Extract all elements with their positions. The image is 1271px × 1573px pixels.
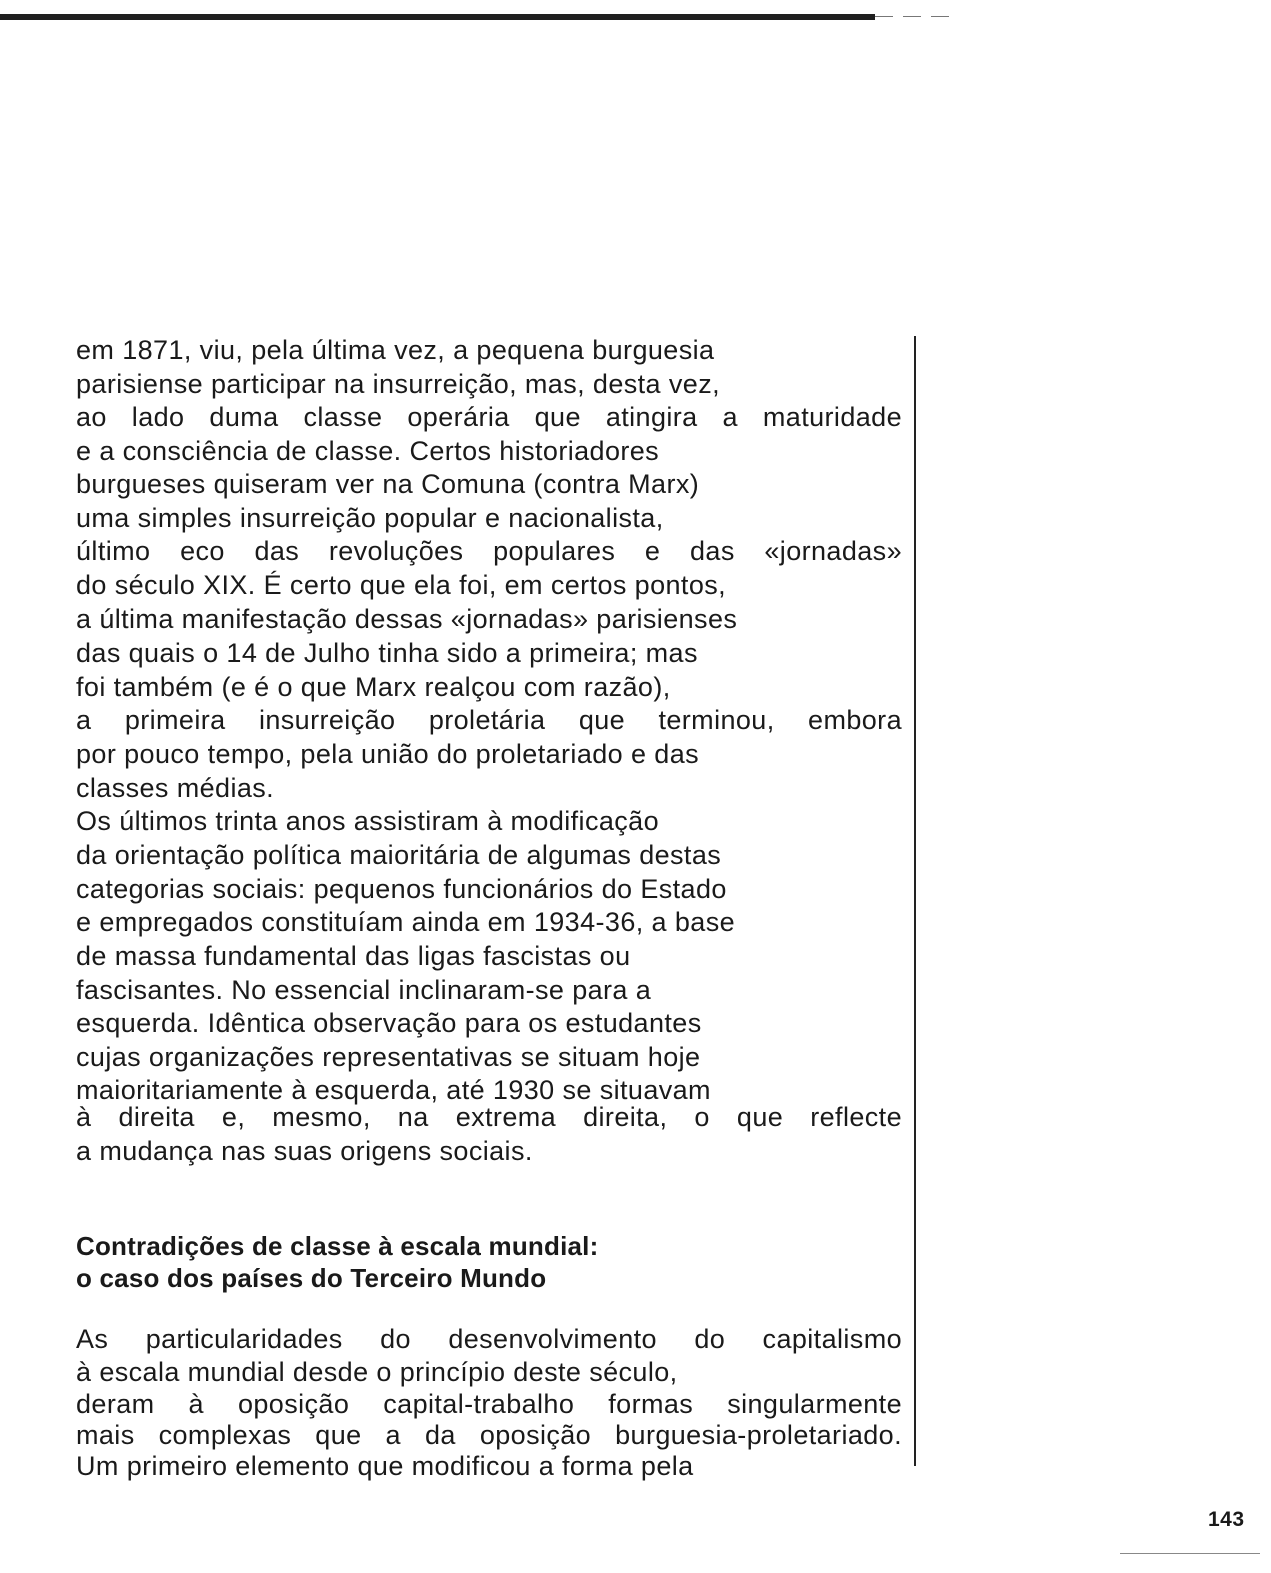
- text-line: esquerda. Idêntica observação para os estudantes: [76, 1008, 702, 1038]
- heading-line: Contradições de classe à escala mundial:: [76, 1231, 599, 1261]
- page-number: 143: [1208, 1508, 1245, 1531]
- text-line: e a consciência de classe. Certos historiadores: [76, 436, 660, 466]
- text-line: maioritariamente à esquerda, até 1930 se situavam: [76, 1075, 711, 1105]
- text-line: último eco das revoluções populares e das «jornadas»: [76, 536, 902, 566]
- text-line: das quais o 14 de Julho tinha sido a primeira; mas: [76, 638, 698, 668]
- text-line: cujas organizações representativas se situam hoje: [76, 1042, 701, 1072]
- text-line: Os últimos trinta anos assistiram à modificação: [76, 806, 660, 836]
- text-line: categorias sociais: pequenos funcionários do Estado: [76, 874, 727, 904]
- text-line: à direita e, mesmo, na extrema direita, o que reflecte: [76, 1102, 902, 1132]
- text-line: classes médias.: [76, 773, 275, 803]
- text-line: por pouco tempo, pela união do proletariado e das: [76, 739, 700, 769]
- text-line: da orientação política maioritária de algumas destas: [76, 840, 722, 870]
- text-line: As particularidades do desenvolvimento do capitalismo: [76, 1324, 902, 1354]
- top-rule: [0, 14, 875, 20]
- text-line: à escala mundial desde o princípio deste século,: [76, 1357, 678, 1387]
- text-line: a mudança nas suas origens sociais.: [76, 1136, 533, 1166]
- text-line: ao lado duma classe operária que atingira a maturidade: [76, 402, 902, 432]
- heading-line: o caso dos países do Terceiro Mundo: [76, 1263, 547, 1293]
- text-line: fascisantes. No essencial inclinaram-se para a: [76, 975, 652, 1005]
- text-line: parisiense participar na insurreição, mas, desta vez,: [76, 369, 720, 399]
- text-line: de massa fundamental das ligas fascistas ou: [76, 941, 631, 971]
- text-line: uma simples insurreição popular e nacionalista,: [76, 503, 664, 533]
- text-line: mais complexas que a da oposição burguesia-proletariado.: [76, 1420, 902, 1450]
- text-line: Um primeiro elemento que modificou a forma pela: [76, 1451, 694, 1481]
- text-line: do século XIX. É certo que ela foi, em certos pontos,: [76, 570, 727, 600]
- text-line: em 1871, viu, pela última vez, a pequena burguesia: [76, 335, 715, 365]
- bottom-rule: [1120, 1553, 1260, 1554]
- text-line: foi também (e é o que Marx realçou com razão),: [76, 672, 671, 702]
- text-line: a última manifestação dessas «jornadas» parisienses: [76, 604, 738, 634]
- text-line: e empregados constituíam ainda em 1934-36, a base: [76, 907, 736, 937]
- text-line: a primeira insurreição proletária que terminou, embora: [76, 705, 902, 735]
- top-rule-tail: [875, 16, 950, 17]
- text-line: deram à oposição capital-trabalho formas singularmente: [76, 1389, 902, 1419]
- text-line: burgueses quiseram ver na Comuna (contra Marx): [76, 469, 700, 499]
- margin-rule: [914, 336, 916, 1466]
